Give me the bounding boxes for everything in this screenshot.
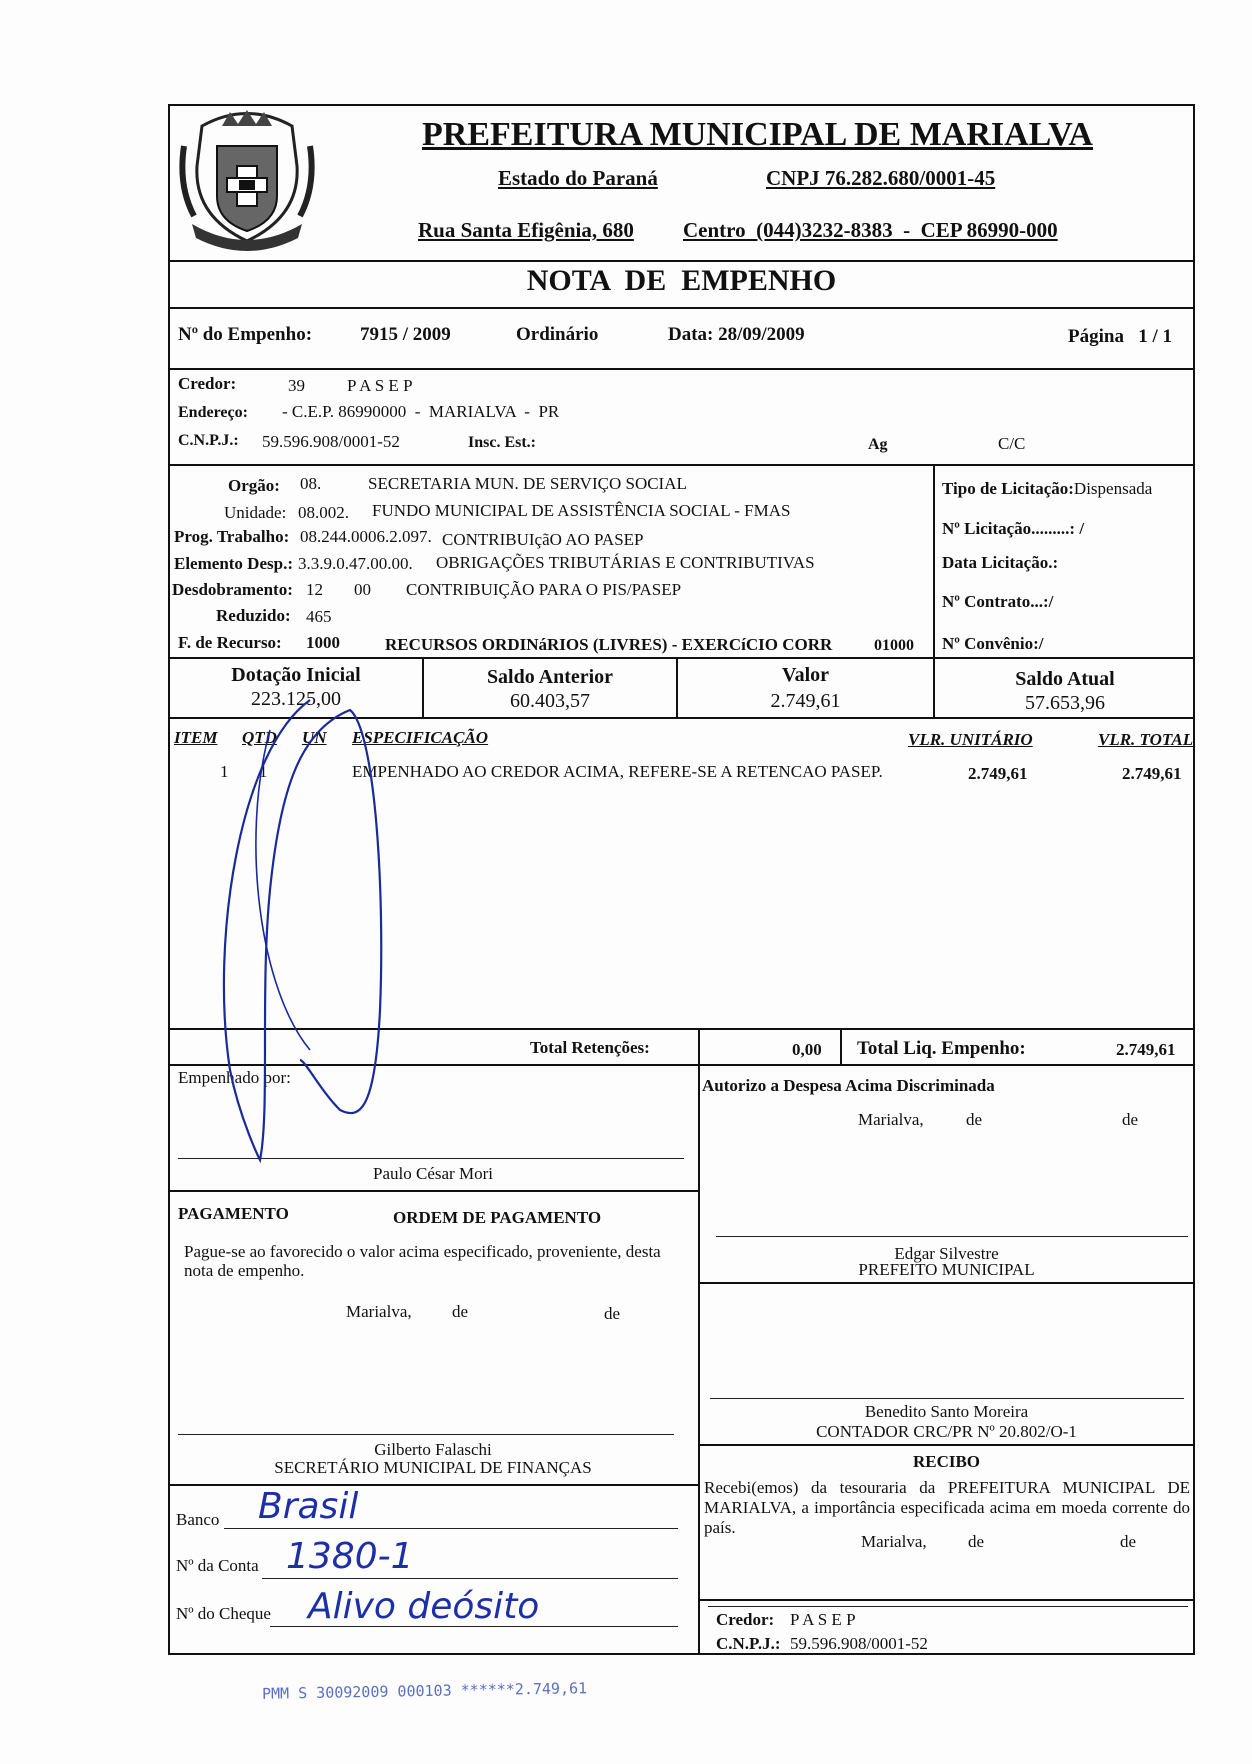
cheque-label: Nº do Cheque: [176, 1604, 271, 1623]
payment-stamp: PMM S 30092009 000103 ******2.749,61: [261, 1679, 588, 1703]
row-vlr-unitario: 2.749,61: [968, 764, 1028, 783]
ordem-pagamento-label: ORDEM DE PAGAMENTO: [393, 1208, 602, 1227]
prefecture-title: PREFEITURA MUNICIPAL DE MARIALVA: [422, 116, 1093, 153]
divider: [168, 1190, 698, 1192]
saldo-atual-label: Saldo Atual: [1015, 668, 1115, 690]
conta-value: 1380-1: [286, 1536, 414, 1577]
col-un-header: UN: [302, 728, 327, 747]
total-retencoes-value: 0,00: [792, 1040, 822, 1059]
pagamento-de-2: de: [604, 1304, 621, 1323]
banco-label: Banco: [176, 1510, 220, 1529]
elemento-label: Elemento Desp.:: [174, 554, 293, 573]
recurso-label: F. de Recurso:: [178, 633, 282, 652]
recibo-city: Marialva,: [861, 1532, 927, 1551]
insc-est-label: Insc. Est.:: [468, 434, 537, 451]
address-field-label: Endereço:: [178, 404, 248, 421]
divider: [168, 657, 1195, 659]
row-especificacao: EMPENHADO AO CREDOR ACIMA, REFERE-SE A RETENCAO PASEP.: [352, 762, 883, 781]
recurso-number: 01000: [874, 637, 914, 654]
data-licitacao: Data Licitação.:: [942, 553, 1059, 572]
address-label: Rua Santa Efigênia, 680: [418, 218, 634, 242]
autorizo-label: Autorizo a Despesa Acima Discriminada: [702, 1076, 995, 1095]
recibo-de-2: de: [1120, 1532, 1137, 1551]
ag-label: Ag: [868, 436, 888, 453]
divider: [168, 368, 1195, 370]
orgao-label: Orgão:: [228, 476, 280, 495]
tipo-licitacao-value: Dispensada: [1073, 479, 1153, 498]
divider: [698, 1028, 700, 1655]
prefeito-title: PREFEITO MUNICIPAL: [858, 1260, 1035, 1279]
row-qtd: 1: [259, 762, 268, 781]
signature-line: [710, 1398, 1184, 1399]
elemento-code: 3.3.9.0.47.00.00.: [298, 554, 413, 573]
contact-label: Centro (044)3232-8383 - CEP 86990-000: [683, 218, 1058, 242]
prog-trabalho-code: 08.244.0006.2.097.: [300, 527, 432, 546]
pagamento-text: Pague-se ao favorecido o valor acima especificado, proveniente, desta nota de empenho.: [184, 1242, 661, 1280]
desdobramento-code1: 12: [306, 580, 323, 599]
row-vlr-total: 2.749,61: [1122, 764, 1182, 783]
credor-code: 39: [288, 376, 305, 395]
recurso-code: 1000: [306, 633, 340, 652]
row-item: 1: [220, 762, 229, 781]
col-vlr-unitario-header: VLR. UNITÁRIO: [908, 730, 1033, 749]
col-qtd-header: QTD: [242, 728, 277, 747]
recibo-text: Recebi(emos) da tesouraria da PREFEITURA MUNICIPAL DE MARIALVA, a importância especificada acima em moeda corrente do país.: [704, 1478, 1190, 1537]
unidade-code: 08.002.: [298, 503, 349, 522]
autorizo-de-1: de: [966, 1110, 983, 1129]
recibo-cnpj-label: C.N.P.J.:: [716, 1634, 781, 1653]
empenhado-por-name: Paulo César Mori: [373, 1164, 493, 1183]
conta-line: [262, 1578, 678, 1579]
pagamento-de-1: de: [452, 1302, 469, 1321]
autorizo-city: Marialva,: [858, 1110, 924, 1129]
desdobramento-label: Desdobramento:: [172, 580, 293, 599]
cc-label: C/C: [998, 434, 1026, 453]
contador-name: Benedito Santo Moreira: [864, 1402, 1029, 1421]
page-number: Página 1 / 1: [1068, 326, 1172, 347]
document-title: NOTA DE EMPENHO: [526, 264, 837, 297]
numero-convenio: Nº Convênio:/: [942, 634, 1044, 653]
handwritten-signature: [200, 690, 460, 1190]
empenho-date: Data: 28/09/2009: [668, 324, 805, 345]
col-vlr-total-header: VLR. TOTAL: [1098, 730, 1194, 749]
saldo-atual-value: 57.653,96: [1025, 692, 1105, 714]
divider: [168, 464, 1195, 466]
tipo-licitacao: [942, 479, 1152, 499]
signature-line: [716, 1236, 1188, 1237]
prog-trabalho-label: Prog. Trabalho:: [174, 527, 290, 546]
signature-line: [178, 1434, 674, 1435]
cnpj-field-label: C.N.P.J.:: [178, 432, 239, 449]
total-retencoes-label: Total Retenções:: [530, 1038, 650, 1057]
desdobramento-name: CONTRIBUIÇÃO PARA O PIS/PASEP: [406, 580, 682, 599]
state-label: Estado do Paraná: [498, 166, 658, 190]
banco-line: [224, 1528, 678, 1529]
secretario-name: Gilberto Falaschi: [374, 1440, 492, 1459]
prefeito-name: Edgar Silvestre: [894, 1244, 999, 1263]
valor-value: 2.749,61: [770, 690, 841, 712]
total-liquido-label: Total Liq. Empenho:: [857, 1038, 1026, 1059]
dotacao-inicial-value: 223.125,00: [251, 688, 341, 710]
unidade-name: FUNDO MUNICIPAL DE ASSISTÊNCIA SOCIAL - FMAS: [372, 501, 791, 520]
divider: [168, 1484, 698, 1486]
col-especificacao-header: ESPECIFICAÇÃO: [352, 728, 489, 747]
divider: [698, 1444, 1195, 1446]
saldo-anterior-label: Saldo Anterior: [486, 666, 614, 688]
recibo-label: RECIBO: [912, 1452, 981, 1471]
total-liquido-value: 2.749,61: [1116, 1040, 1176, 1059]
recurso-name: RECURSOS ORDINáRIOS (LIVRES) - EXERCíCIO CORR: [385, 635, 833, 654]
dotacao-inicial-label: Dotação Inicial: [231, 664, 361, 686]
conta-label: Nº da Conta: [176, 1556, 259, 1575]
pagamento-city: Marialva,: [346, 1302, 412, 1321]
elemento-name: OBRIGAÇÕES TRIBUTÁRIAS E CONTRIBUTIVAS: [436, 553, 815, 572]
divider: [698, 1282, 1195, 1284]
cheque-value: Alivo deósito: [308, 1586, 540, 1627]
desdobramento-code2: 00: [354, 580, 371, 599]
secretario-title: SECRETÁRIO MUNICIPAL DE FINANÇAS: [274, 1458, 592, 1477]
valor-label: Valor: [781, 664, 830, 686]
pagamento-label: PAGAMENTO: [178, 1204, 289, 1223]
prog-trabalho-name: CONTRIBUIçãO AO PASEP: [442, 530, 644, 549]
reduzido-label: Reduzido:: [216, 606, 291, 625]
orgao-name: SECRETARIA MUN. DE SERVIÇO SOCIAL: [368, 474, 687, 493]
numero-contrato: Nº Contrato...:/: [942, 592, 1054, 611]
col-item-header: ITEM: [174, 728, 218, 747]
cnpj-label: CNPJ 76.282.680/0001-45: [766, 166, 996, 190]
credor-address: - C.E.P. 86990000 - MARIALVA - PR: [282, 402, 560, 421]
empenhado-por-label: Empenhado por:: [178, 1068, 291, 1087]
reduzido-value: 465: [306, 607, 332, 626]
saldo-anterior-value: 60.403,57: [510, 690, 590, 712]
credor-name: P A S E P: [347, 376, 413, 395]
empenho-number: 7915 / 2009: [360, 324, 451, 345]
divider: [168, 260, 1195, 262]
divider: [840, 1028, 842, 1064]
numero-licitacao: Nº Licitação.........: /: [942, 519, 1085, 538]
credor-cnpj: 59.596.908/0001-52: [262, 432, 400, 451]
banco-value: Brasil: [258, 1486, 359, 1527]
recibo-cnpj-value: 59.596.908/0001-52: [790, 1634, 928, 1653]
divider: [698, 1599, 1195, 1601]
contador-title: CONTADOR CRC/PR Nº 20.802/O-1: [816, 1422, 1077, 1441]
municipal-coat-of-arms: [172, 106, 322, 256]
signature-line: [708, 1606, 1188, 1607]
unidade-label: Unidade:: [224, 503, 287, 522]
divider: [168, 307, 1195, 309]
empenho-type: Ordinário: [516, 324, 599, 345]
recibo-de-1: de: [968, 1532, 985, 1551]
autorizo-de-2: de: [1122, 1110, 1139, 1129]
orgao-code: 08.: [300, 474, 322, 493]
recibo-credor-label: Credor:: [716, 1610, 775, 1629]
empenho-label: Nº do Empenho:: [178, 324, 313, 345]
recibo-credor-name: P A S E P: [790, 1610, 856, 1629]
tipo-licitacao-label: Tipo de Licitação:: [942, 479, 1074, 498]
credor-label: Credor:: [178, 374, 237, 393]
